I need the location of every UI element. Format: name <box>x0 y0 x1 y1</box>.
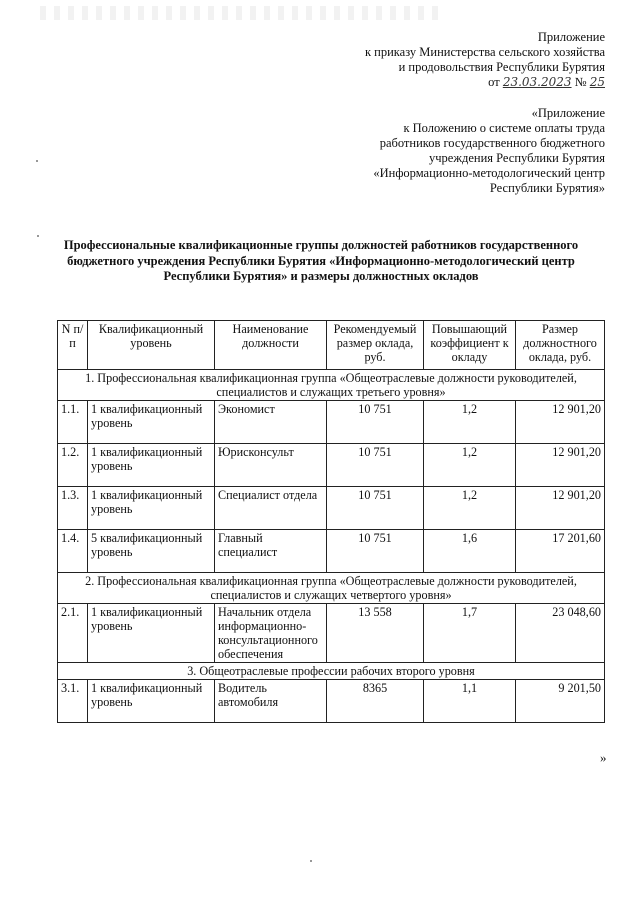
order-number: 25 <box>589 75 605 89</box>
group-row <box>58 370 605 401</box>
cell-coef: 1,2 <box>424 401 516 444</box>
table-row <box>58 444 605 487</box>
number-label: № <box>574 75 587 89</box>
cell-salary: 10 751 <box>327 530 424 573</box>
order-appendix-header <box>365 30 605 90</box>
order-date-line <box>365 75 605 90</box>
table-row <box>58 604 605 663</box>
table-row <box>58 530 605 573</box>
cell-position: Экономист <box>215 401 327 444</box>
appendix-line: учреждения Республики Бурятия <box>429 151 605 165</box>
appendix-line: и продовольствия Республики Бурятия <box>398 60 605 74</box>
appendix-line: Республики Бурятия» <box>489 181 605 195</box>
header-num: N п/п <box>58 321 88 370</box>
appendix-line: «Приложение <box>531 106 605 120</box>
cell-salary: 10 751 <box>327 444 424 487</box>
table-row <box>58 680 605 723</box>
appendix-line: к Положению о системе оплаты труда <box>403 121 605 135</box>
cell-salary: 8365 <box>327 680 424 723</box>
cell-total: 12 901,20 <box>516 401 605 444</box>
cell-salary: 10 751 <box>327 487 424 530</box>
cell-salary: 13 558 <box>327 604 424 663</box>
scan-speck <box>310 860 312 862</box>
cell-num: 1.1. <box>58 401 88 444</box>
scan-noise <box>40 6 440 20</box>
title-line: Профессиональные квалификационные группы должностей работников государственного <box>63 238 579 252</box>
scan-speck <box>37 235 39 237</box>
cell-level: 1 квалификационный уровень <box>88 487 215 530</box>
header-total: Размер должностного оклада, руб. <box>516 321 605 370</box>
cell-coef: 1,7 <box>424 604 516 663</box>
cell-num: 3.1. <box>58 680 88 723</box>
cell-position: Главный специалист <box>215 530 327 573</box>
cell-num: 1.3. <box>58 487 88 530</box>
cell-level: 1 квалификационный уровень <box>88 401 215 444</box>
order-date: 23.03.2023 <box>502 75 572 89</box>
group-title: 2. Профессиональная квалификационная группа «Общеотраслевые должности руководителей, специалистов и служащих четвертого уровня» <box>58 573 605 604</box>
header-salary: Рекомендуемый размер оклада, руб. <box>327 321 424 370</box>
table-row <box>58 401 605 444</box>
regulation-appendix-header <box>373 106 605 196</box>
cell-total: 12 901,20 <box>516 444 605 487</box>
appendix-line: к приказу Министерства сельского хозяйства <box>364 45 605 59</box>
cell-total: 12 901,20 <box>516 487 605 530</box>
cell-total: 17 201,60 <box>516 530 605 573</box>
cell-position: Начальник отдела информационно-консультационного обеспечения <box>215 604 327 663</box>
cell-num: 1.4. <box>58 530 88 573</box>
appendix-line: Приложение <box>537 30 605 44</box>
document-title <box>40 238 602 285</box>
cell-total: 9 201,50 <box>516 680 605 723</box>
cell-level: 1 квалификационный уровень <box>88 680 215 723</box>
cell-position: Водитель автомобиля <box>215 680 327 723</box>
group-row <box>58 663 605 680</box>
table-header-row <box>58 321 605 370</box>
cell-position: Специалист отдела <box>215 487 327 530</box>
cell-coef: 1,2 <box>424 487 516 530</box>
closing-quote: » <box>600 750 607 765</box>
header-position: Наименование должности <box>215 321 327 370</box>
cell-level: 1 квалификационный уровень <box>88 604 215 663</box>
date-prefix: от <box>488 75 500 89</box>
table-row <box>58 487 605 530</box>
title-line: бюджетного учреждения Республики Бурятия «Информационно-методологический центр <box>67 253 575 268</box>
cell-level: 5 квалификационный уровень <box>88 530 215 573</box>
appendix-line: работников государственного бюджетного <box>379 136 605 150</box>
cell-num: 1.2. <box>58 444 88 487</box>
cell-level: 1 квалификационный уровень <box>88 444 215 487</box>
title-line: Республики Бурятия» и размеры должностных окладов <box>163 269 479 283</box>
group-title: 1. Профессиональная квалификационная группа «Общеотраслевые должности руководителей, специалистов и служащих третьего уровня» <box>58 370 605 401</box>
appendix-line: «Информационно-методологический центр <box>373 166 605 180</box>
group-row <box>58 573 605 604</box>
cell-salary: 10 751 <box>327 401 424 444</box>
salary-table <box>57 320 605 723</box>
header-level: Квалификационный уровень <box>88 321 215 370</box>
cell-num: 2.1. <box>58 604 88 663</box>
group-title: 3. Общеотраслевые профессии рабочих второго уровня <box>58 663 605 680</box>
cell-coef: 1,1 <box>424 680 516 723</box>
header-coef: Повышающий коэффициент к окладу <box>424 321 516 370</box>
cell-total: 23 048,60 <box>516 604 605 663</box>
cell-position: Юрисконсульт <box>215 444 327 487</box>
scan-speck <box>36 160 38 162</box>
cell-coef: 1,2 <box>424 444 516 487</box>
cell-coef: 1,6 <box>424 530 516 573</box>
